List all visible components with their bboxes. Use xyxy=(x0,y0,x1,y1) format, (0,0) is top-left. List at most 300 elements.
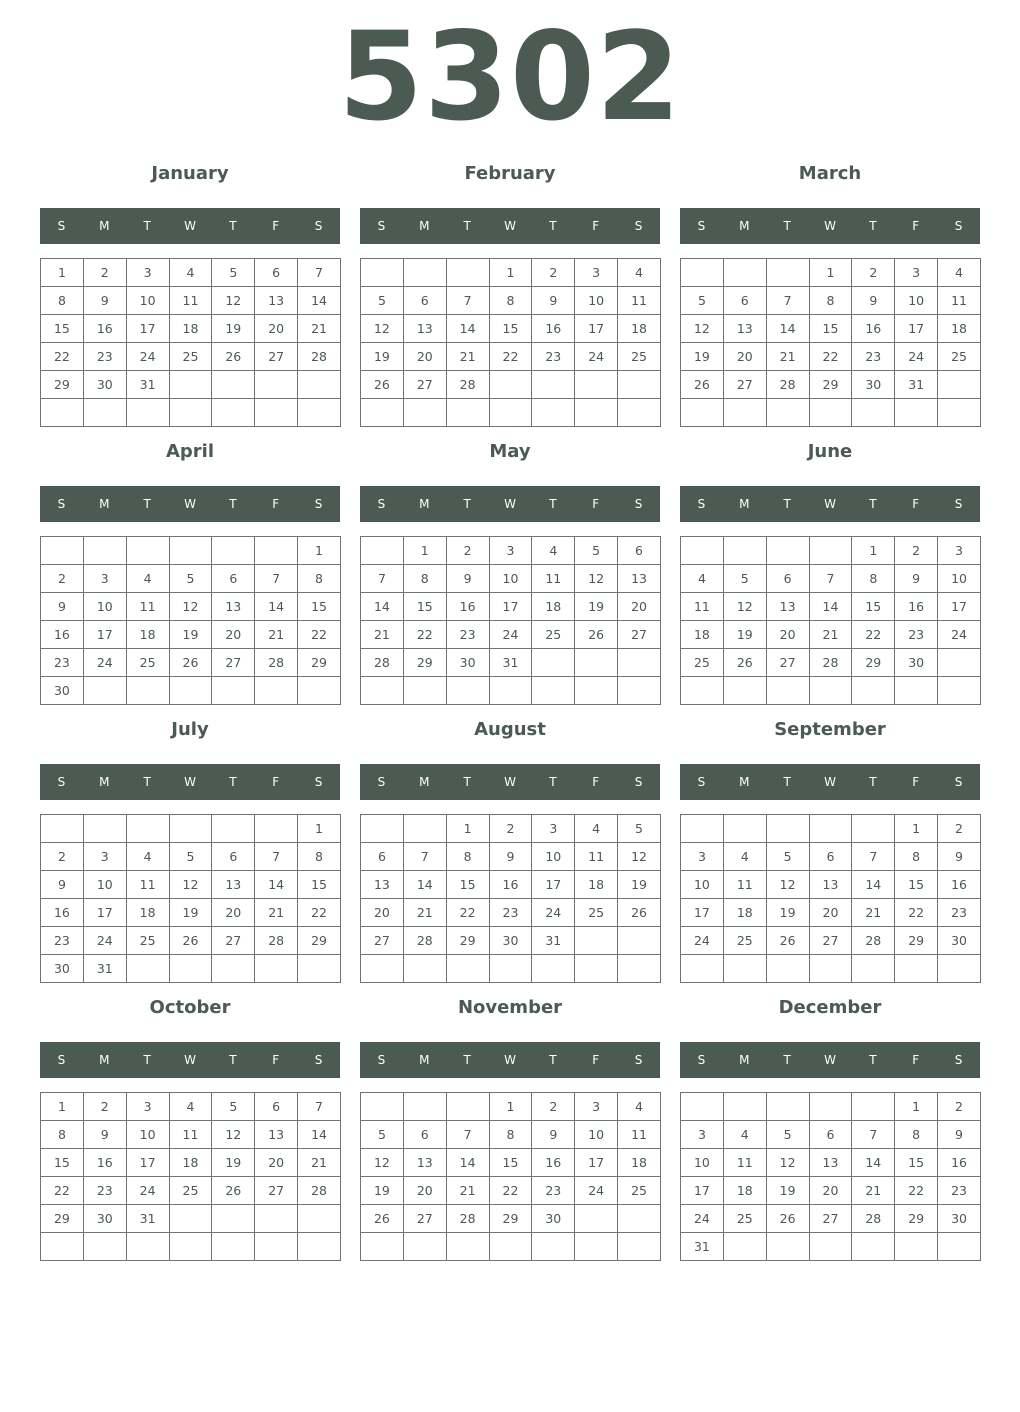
day-cell: 30 xyxy=(83,371,126,399)
day-cell: 18 xyxy=(723,1177,766,1205)
week-row xyxy=(681,649,981,677)
day-cell: 26 xyxy=(681,371,724,399)
weekday-header xyxy=(360,764,660,800)
weekday-label: M xyxy=(419,219,430,233)
weekday-label: T xyxy=(463,775,471,789)
day-cell xyxy=(255,677,298,705)
day-cell: 22 xyxy=(298,899,341,927)
weekday-label: F xyxy=(592,497,600,511)
week-row xyxy=(361,1233,661,1261)
day-cell: 26 xyxy=(212,1177,255,1205)
day-cell: 3 xyxy=(489,537,532,565)
weekday-label: T xyxy=(229,219,237,233)
day-cell: 29 xyxy=(895,927,938,955)
weekday-label: T xyxy=(229,775,237,789)
weekday-label: T xyxy=(549,775,557,789)
day-grid xyxy=(40,814,341,983)
day-cell: 22 xyxy=(489,343,532,371)
day-cell: 12 xyxy=(766,871,809,899)
day-cell: 3 xyxy=(83,565,126,593)
day-cell: 22 xyxy=(895,1177,938,1205)
week-row xyxy=(361,927,661,955)
day-cell: 24 xyxy=(575,343,618,371)
day-cell: 6 xyxy=(809,1121,852,1149)
day-cell: 29 xyxy=(298,649,341,677)
day-cell: 21 xyxy=(298,1149,341,1177)
day-cell: 26 xyxy=(766,1205,809,1233)
weekday-label: S xyxy=(634,497,643,511)
week-row xyxy=(681,1233,981,1261)
day-cell: 18 xyxy=(169,315,212,343)
day-cell: 25 xyxy=(681,649,724,677)
day-cell: 9 xyxy=(532,1121,575,1149)
day-cell: 30 xyxy=(532,1205,575,1233)
weekday-label: T xyxy=(229,1053,237,1067)
day-cell: 28 xyxy=(298,1177,341,1205)
day-cell: 6 xyxy=(212,843,255,871)
day-cell xyxy=(126,537,169,565)
day-cell xyxy=(723,537,766,565)
day-cell: 10 xyxy=(575,287,618,315)
week-row xyxy=(681,1093,981,1121)
day-cell: 23 xyxy=(83,343,126,371)
weekday-label: W xyxy=(824,219,836,233)
day-cell: 17 xyxy=(575,1149,618,1177)
day-cell: 6 xyxy=(403,287,446,315)
weekday-label: W xyxy=(184,219,196,233)
weekday-label: M xyxy=(739,219,750,233)
day-cell: 15 xyxy=(41,315,84,343)
day-cell: 19 xyxy=(212,1149,255,1177)
day-cell xyxy=(83,399,126,427)
week-row xyxy=(361,1121,661,1149)
day-cell xyxy=(446,1093,489,1121)
day-cell: 18 xyxy=(938,315,981,343)
day-cell: 15 xyxy=(852,593,895,621)
week-row xyxy=(361,399,661,427)
day-cell: 12 xyxy=(766,1149,809,1177)
day-cell: 15 xyxy=(298,593,341,621)
day-cell: 20 xyxy=(723,343,766,371)
day-cell: 27 xyxy=(766,649,809,677)
day-cell: 8 xyxy=(403,565,446,593)
day-cell: 15 xyxy=(489,315,532,343)
day-cell xyxy=(361,815,404,843)
day-cell: 17 xyxy=(895,315,938,343)
weekday-label: F xyxy=(912,219,920,233)
day-cell: 13 xyxy=(212,593,255,621)
week-row xyxy=(361,537,661,565)
day-cell: 20 xyxy=(766,621,809,649)
day-cell: 23 xyxy=(532,1177,575,1205)
day-cell: 18 xyxy=(575,871,618,899)
weekday-label: F xyxy=(912,775,920,789)
week-row xyxy=(361,593,661,621)
weekday-label: W xyxy=(184,775,196,789)
day-cell xyxy=(489,371,532,399)
day-cell xyxy=(723,399,766,427)
day-cell: 24 xyxy=(83,649,126,677)
day-cell xyxy=(575,399,618,427)
day-cell: 7 xyxy=(255,843,298,871)
day-cell: 7 xyxy=(361,565,404,593)
weekday-label: M xyxy=(419,1053,430,1067)
day-cell: 20 xyxy=(255,315,298,343)
day-cell xyxy=(489,955,532,983)
day-cell: 26 xyxy=(169,927,212,955)
day-cell: 7 xyxy=(403,843,446,871)
day-cell: 24 xyxy=(681,927,724,955)
day-cell: 25 xyxy=(169,1177,212,1205)
day-cell: 5 xyxy=(618,815,661,843)
day-cell: 24 xyxy=(895,343,938,371)
day-cell xyxy=(723,815,766,843)
weekday-label: M xyxy=(99,219,110,233)
day-cell: 11 xyxy=(126,593,169,621)
day-cell: 15 xyxy=(446,871,489,899)
weekday-label: T xyxy=(869,497,877,511)
day-cell xyxy=(852,399,895,427)
day-cell: 4 xyxy=(618,259,661,287)
day-cell xyxy=(809,537,852,565)
day-cell: 7 xyxy=(298,259,341,287)
day-cell: 16 xyxy=(41,621,84,649)
day-grid xyxy=(680,258,981,427)
day-cell: 29 xyxy=(41,1205,84,1233)
day-cell: 19 xyxy=(766,899,809,927)
day-cell: 29 xyxy=(809,371,852,399)
day-cell: 20 xyxy=(403,1177,446,1205)
day-cell xyxy=(403,259,446,287)
day-cell xyxy=(681,1093,724,1121)
week-row xyxy=(41,1205,341,1233)
day-cell: 18 xyxy=(723,899,766,927)
day-cell xyxy=(618,1233,661,1261)
day-cell: 8 xyxy=(895,1121,938,1149)
week-row xyxy=(41,593,341,621)
day-cell: 10 xyxy=(681,871,724,899)
day-cell xyxy=(83,677,126,705)
day-cell: 7 xyxy=(852,843,895,871)
day-cell: 21 xyxy=(255,899,298,927)
weekday-label: W xyxy=(504,775,516,789)
weekday-header xyxy=(680,208,980,244)
weekday-label: M xyxy=(99,497,110,511)
day-cell: 22 xyxy=(446,899,489,927)
day-cell: 23 xyxy=(83,1177,126,1205)
weekday-label: M xyxy=(739,775,750,789)
day-cell xyxy=(41,1233,84,1261)
day-cell: 12 xyxy=(575,565,618,593)
week-row xyxy=(681,371,981,399)
day-cell: 22 xyxy=(41,343,84,371)
day-cell: 30 xyxy=(41,677,84,705)
day-cell xyxy=(575,677,618,705)
week-row xyxy=(681,815,981,843)
day-cell xyxy=(852,815,895,843)
day-cell xyxy=(212,399,255,427)
week-row xyxy=(361,287,661,315)
day-cell xyxy=(938,677,981,705)
day-cell: 20 xyxy=(618,593,661,621)
day-cell: 9 xyxy=(852,287,895,315)
day-cell: 4 xyxy=(723,843,766,871)
day-cell: 23 xyxy=(895,621,938,649)
week-row xyxy=(361,343,661,371)
day-cell xyxy=(169,677,212,705)
day-cell xyxy=(361,259,404,287)
day-cell: 4 xyxy=(681,565,724,593)
day-cell: 14 xyxy=(255,871,298,899)
day-cell: 3 xyxy=(681,843,724,871)
month-name: September xyxy=(774,719,886,740)
day-cell xyxy=(575,371,618,399)
week-row xyxy=(361,371,661,399)
day-cell: 15 xyxy=(895,871,938,899)
day-cell xyxy=(575,1233,618,1261)
day-cell: 29 xyxy=(489,1205,532,1233)
week-row xyxy=(681,287,981,315)
day-cell: 9 xyxy=(938,1121,981,1149)
day-cell: 2 xyxy=(446,537,489,565)
day-cell xyxy=(766,399,809,427)
day-cell: 24 xyxy=(83,927,126,955)
day-cell: 21 xyxy=(446,1177,489,1205)
day-cell: 26 xyxy=(618,899,661,927)
day-cell: 9 xyxy=(938,843,981,871)
day-cell xyxy=(809,399,852,427)
day-cell xyxy=(681,399,724,427)
day-cell: 24 xyxy=(938,621,981,649)
day-cell: 10 xyxy=(532,843,575,871)
weekday-label: F xyxy=(272,497,280,511)
week-row xyxy=(41,955,341,983)
weekday-label: M xyxy=(419,775,430,789)
day-cell xyxy=(809,955,852,983)
day-cell: 9 xyxy=(532,287,575,315)
day-cell: 11 xyxy=(169,1121,212,1149)
day-cell: 18 xyxy=(618,315,661,343)
day-cell: 23 xyxy=(852,343,895,371)
day-cell xyxy=(852,955,895,983)
day-cell: 4 xyxy=(126,565,169,593)
weekday-label: T xyxy=(549,219,557,233)
day-cell: 18 xyxy=(532,593,575,621)
day-cell: 2 xyxy=(532,259,575,287)
day-cell: 25 xyxy=(618,343,661,371)
day-cell xyxy=(212,1233,255,1261)
day-cell xyxy=(575,649,618,677)
day-cell: 4 xyxy=(169,1093,212,1121)
day-cell: 15 xyxy=(298,871,341,899)
day-cell: 4 xyxy=(723,1121,766,1149)
day-cell: 5 xyxy=(361,287,404,315)
day-cell: 22 xyxy=(852,621,895,649)
week-row xyxy=(361,621,661,649)
day-cell: 9 xyxy=(41,593,84,621)
day-cell: 26 xyxy=(169,649,212,677)
day-cell: 23 xyxy=(489,899,532,927)
day-cell: 28 xyxy=(852,1205,895,1233)
day-cell: 16 xyxy=(532,315,575,343)
day-cell: 10 xyxy=(895,287,938,315)
day-cell: 1 xyxy=(852,537,895,565)
weekday-label: S xyxy=(377,775,386,789)
day-cell: 10 xyxy=(126,1121,169,1149)
day-cell: 24 xyxy=(532,899,575,927)
day-cell xyxy=(618,371,661,399)
day-cell: 5 xyxy=(361,1121,404,1149)
day-cell xyxy=(446,677,489,705)
day-cell: 6 xyxy=(361,843,404,871)
weekday-label: W xyxy=(504,1053,516,1067)
month-name: March xyxy=(798,163,862,184)
day-cell: 2 xyxy=(489,815,532,843)
day-cell: 14 xyxy=(255,593,298,621)
day-cell: 6 xyxy=(809,843,852,871)
week-row xyxy=(681,537,981,565)
day-cell: 6 xyxy=(255,1093,298,1121)
week-row xyxy=(681,1205,981,1233)
week-row xyxy=(41,371,341,399)
day-grid xyxy=(680,536,981,705)
day-cell: 13 xyxy=(361,871,404,899)
day-cell xyxy=(766,815,809,843)
day-cell: 22 xyxy=(895,899,938,927)
week-row xyxy=(361,899,661,927)
week-row xyxy=(41,259,341,287)
day-cell: 30 xyxy=(852,371,895,399)
day-cell: 17 xyxy=(489,593,532,621)
day-cell xyxy=(126,677,169,705)
day-cell xyxy=(575,1205,618,1233)
week-row xyxy=(681,927,981,955)
weekday-label: F xyxy=(272,775,280,789)
day-cell: 1 xyxy=(489,1093,532,1121)
weekday-label: M xyxy=(99,1053,110,1067)
day-cell: 12 xyxy=(361,315,404,343)
day-cell: 16 xyxy=(938,871,981,899)
week-row xyxy=(361,1093,661,1121)
day-cell: 7 xyxy=(446,1121,489,1149)
day-cell: 19 xyxy=(766,1177,809,1205)
day-cell: 5 xyxy=(681,287,724,315)
weekday-label: F xyxy=(272,219,280,233)
day-cell: 9 xyxy=(895,565,938,593)
day-cell: 20 xyxy=(403,343,446,371)
week-row xyxy=(681,1149,981,1177)
day-cell: 13 xyxy=(403,315,446,343)
day-cell: 27 xyxy=(403,371,446,399)
day-cell: 15 xyxy=(809,315,852,343)
day-cell: 14 xyxy=(403,871,446,899)
day-cell: 12 xyxy=(723,593,766,621)
day-cell: 23 xyxy=(446,621,489,649)
day-cell xyxy=(361,1093,404,1121)
day-cell xyxy=(723,677,766,705)
day-cell xyxy=(403,399,446,427)
day-cell: 26 xyxy=(361,1205,404,1233)
weekday-label: S xyxy=(57,497,66,511)
week-row xyxy=(681,955,981,983)
weekday-label: F xyxy=(592,219,600,233)
weekday-header xyxy=(360,1042,660,1078)
day-cell xyxy=(212,815,255,843)
day-grid xyxy=(360,1092,661,1261)
day-cell: 27 xyxy=(809,927,852,955)
day-cell: 18 xyxy=(618,1149,661,1177)
day-cell: 14 xyxy=(298,287,341,315)
day-cell: 29 xyxy=(852,649,895,677)
weekday-label: T xyxy=(229,497,237,511)
weekday-label: T xyxy=(143,1053,151,1067)
day-cell xyxy=(169,815,212,843)
day-cell xyxy=(126,1233,169,1261)
day-cell: 11 xyxy=(575,843,618,871)
day-cell: 28 xyxy=(298,343,341,371)
day-cell: 19 xyxy=(575,593,618,621)
day-cell: 2 xyxy=(83,259,126,287)
month-name: April xyxy=(165,441,215,462)
day-cell xyxy=(169,371,212,399)
weekday-header xyxy=(360,486,660,522)
day-cell: 11 xyxy=(723,871,766,899)
week-row xyxy=(361,259,661,287)
day-cell: 24 xyxy=(126,1177,169,1205)
day-cell xyxy=(618,677,661,705)
day-cell xyxy=(255,371,298,399)
day-cell: 8 xyxy=(298,565,341,593)
day-grid xyxy=(40,1092,341,1261)
week-row xyxy=(361,649,661,677)
day-cell: 22 xyxy=(41,1177,84,1205)
week-row xyxy=(41,1121,341,1149)
day-cell: 28 xyxy=(809,649,852,677)
day-cell: 15 xyxy=(489,1149,532,1177)
day-cell: 21 xyxy=(361,621,404,649)
day-cell xyxy=(723,1233,766,1261)
day-cell xyxy=(403,1093,446,1121)
weekday-label: S xyxy=(377,497,386,511)
month-name: February xyxy=(464,163,556,184)
day-cell: 20 xyxy=(212,621,255,649)
weekday-label: S xyxy=(634,775,643,789)
month-name: June xyxy=(807,441,853,462)
day-cell: 8 xyxy=(895,843,938,871)
day-cell xyxy=(575,927,618,955)
day-cell xyxy=(723,259,766,287)
day-cell: 24 xyxy=(489,621,532,649)
day-cell xyxy=(126,399,169,427)
day-cell: 3 xyxy=(126,1093,169,1121)
day-cell xyxy=(809,815,852,843)
day-cell: 27 xyxy=(809,1205,852,1233)
day-cell: 1 xyxy=(809,259,852,287)
day-cell xyxy=(255,815,298,843)
day-cell xyxy=(618,649,661,677)
day-cell: 23 xyxy=(938,1177,981,1205)
week-row xyxy=(361,871,661,899)
day-cell: 6 xyxy=(255,259,298,287)
day-grid xyxy=(360,258,661,427)
day-cell xyxy=(361,677,404,705)
week-row xyxy=(41,1233,341,1261)
day-cell: 11 xyxy=(618,287,661,315)
day-cell: 9 xyxy=(83,1121,126,1149)
day-cell: 22 xyxy=(403,621,446,649)
day-cell: 16 xyxy=(489,871,532,899)
day-cell: 25 xyxy=(575,899,618,927)
